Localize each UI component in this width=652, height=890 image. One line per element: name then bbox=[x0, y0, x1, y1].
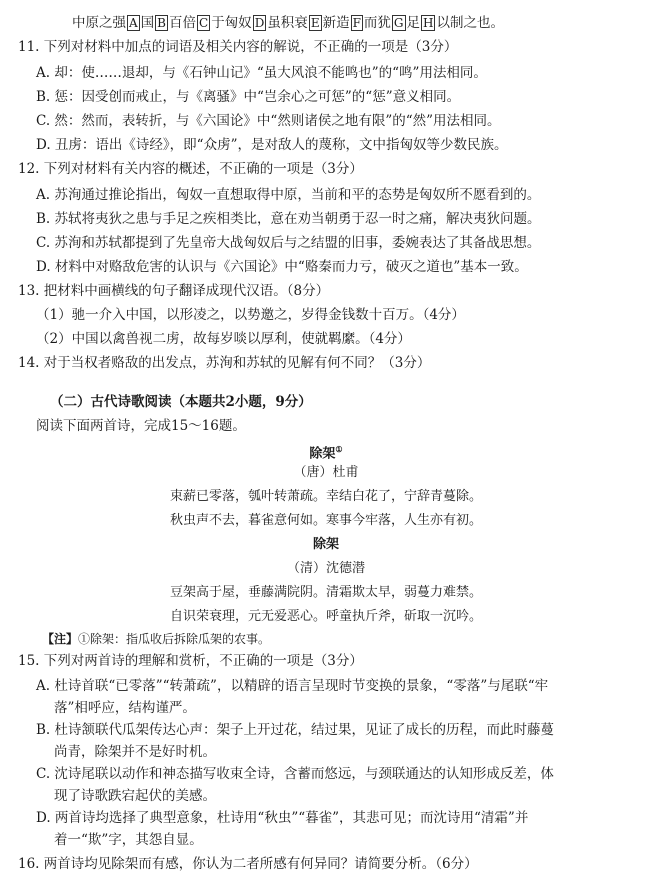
section-heading: （二）古代诗歌阅读（本题共2小题，9分） bbox=[50, 394, 312, 410]
question-15-option-d-line-1: D. 两首诗均选择了典型意象，杜诗用“秋虫”“暮雀”，其悲可见；而沈诗用“清霜”并 bbox=[36, 810, 529, 826]
break-marker-c: C bbox=[199, 16, 209, 30]
poem-1-title: 除架① bbox=[309, 444, 343, 462]
poem-1-line-2: 秋虫声不去，暮雀意何如。寒事今牢落，人生亦有初。 bbox=[169, 513, 482, 528]
poem-2-line-2: 自识荣衰理，元无爱恶心。呼童执斤斧，斫取一沉吟。 bbox=[169, 609, 482, 624]
break-marker-f: F bbox=[352, 16, 361, 30]
question-15-option-c-line-1: C. 沈诗尾联以动作和神态描写收束全诗，含蓄而悠远，与颈联通达的认知形成反差，体 bbox=[36, 766, 554, 782]
poem-1-author: （唐）杜甫 bbox=[293, 465, 359, 480]
footnote bbox=[42, 630, 270, 648]
poem-2-author: （清）沈德潜 bbox=[286, 561, 365, 576]
question-15-option-b-line-2: 尚青，除架并不是好时机。 bbox=[54, 744, 216, 760]
break-marker-d: D bbox=[254, 16, 265, 30]
break-marker-e: E bbox=[310, 16, 320, 30]
question-14-stem: 14. 对于当权者赂敌的出发点，苏洵和苏轼的见解有何不同？（3分） bbox=[18, 355, 431, 371]
text-segment: 足 bbox=[406, 15, 420, 31]
question-16-stem: 16. 两首诗均见除架而有感，你认为二者所感有何异同？请简要分析。（6分） bbox=[18, 856, 478, 872]
question-15-option-b-line-1: B. 杜诗颔联代瓜架传达心声：架子上开过花，结过果，见证了成长的历程，而此时藤蔓 bbox=[36, 722, 555, 738]
text-segment: 百倍 bbox=[169, 15, 196, 31]
text-segment: 虽积衰 bbox=[267, 15, 308, 31]
question-12-option-d: D. 材料中对赂敌危害的认识与《六国论》中“赂秦而力亏，破灭之道也”基本一致。 bbox=[36, 259, 528, 275]
question-12-stem: 12. 下列对材料有关内容的概述，不正确的一项是（3分） bbox=[18, 161, 363, 177]
question-12-option-b: B. 苏轼将夷狄之患与手足之疾相类比，意在劝当朝勇于忍一时之痛，解决夷狄问题。 bbox=[36, 211, 541, 227]
text-segment: 新造 bbox=[322, 15, 350, 31]
poem-2-line-1: 豆架高于屋，垂藤满院阴。清霜欺太早，弱蔓力难禁。 bbox=[169, 585, 482, 600]
question-11-option-c: C. 然：然而，表转折，与《六国论》中“然则诸侯之地有限”的“然”用法相同。 bbox=[36, 113, 501, 129]
question-15-stem: 15. 下列对两首诗的理解和赏析，不正确的一项是（3分） bbox=[18, 653, 363, 669]
question-15-option-c-line-2: 现了诗歌跌宕起伏的美感。 bbox=[54, 788, 216, 804]
text-segment: 国 bbox=[140, 15, 155, 31]
section-intro: 阅读下面两首诗，完成15～16题。 bbox=[36, 418, 246, 434]
question-11-stem: 11. 下列对材料中加点的词语及相关内容的解说，不正确的一项是（3分） bbox=[18, 39, 458, 55]
footnote-text: ①除架：指瓜收后拆除瓜架的农事。 bbox=[78, 632, 271, 646]
question-13-stem: 13. 把材料中画横线的句子翻译成现代汉语。（8分） bbox=[18, 283, 330, 299]
question-15-option-a-line-1: A. 杜诗首联“已零落”“转萧疏”，以精辟的语言呈现时节变换的景象，“零落”与尾联“牢 bbox=[36, 678, 549, 694]
break-marker-a: A bbox=[129, 16, 138, 30]
question-13-sentence-1: （1）驰一介入中国，以形凌之，以势邀之，岁得金钱数十百万。（4分） bbox=[36, 307, 465, 323]
question-12-option-a: A. 苏洵通过推论指出，匈奴一直想取得中原，当前和平的态势是匈奴所不愿看到的。 bbox=[36, 187, 541, 203]
question-15-option-d-line-2: 着一“欺”字，其怨自显。 bbox=[54, 832, 203, 848]
break-marker-g: G bbox=[393, 16, 404, 30]
question-13-sentence-2: （2）中国以禽兽视二虏，故每岁啖以厚利，使就羁縻。（4分） bbox=[36, 331, 411, 347]
break-marker-b: B bbox=[157, 16, 166, 30]
text-segment: 以制之也。 bbox=[436, 15, 504, 31]
text-segment: 中原之强 bbox=[72, 15, 126, 31]
material-line bbox=[72, 14, 504, 32]
question-15-option-a-line-2: 落”相呼应，结构谨严。 bbox=[54, 700, 196, 716]
text-segment: 而犹 bbox=[363, 15, 391, 31]
question-11-option-a: A. 却：使……退却，与《石钟山记》“虽大风浪不能鸣也”的“鸣”用法相同。 bbox=[36, 65, 487, 81]
question-11-option-b: B. 惩：因受创而戒止，与《离骚》中“岂余心之可惩”的“惩”意义相同。 bbox=[36, 89, 461, 105]
poem-1-line-1: 束薪已零落，瓠叶转萧疏。幸结白花了，宁辞青蔓除。 bbox=[169, 489, 482, 504]
question-11-option-d: D. 丑虏：语出《诗经》，即“众虏”，是对敌人的蔑称，文中指匈奴等少数民族。 bbox=[36, 137, 508, 153]
footnote-marker: ① bbox=[335, 444, 343, 454]
footnote-label: 【注】 bbox=[42, 632, 79, 646]
text-segment: 于匈奴 bbox=[211, 15, 252, 31]
poem-2-title: 除架 bbox=[312, 537, 339, 552]
break-marker-h: H bbox=[423, 16, 434, 30]
question-12-option-c: C. 苏洵和苏轼都提到了先皇帝大战匈奴后与之结盟的旧事，委婉表达了其备战思想。 bbox=[36, 235, 541, 251]
